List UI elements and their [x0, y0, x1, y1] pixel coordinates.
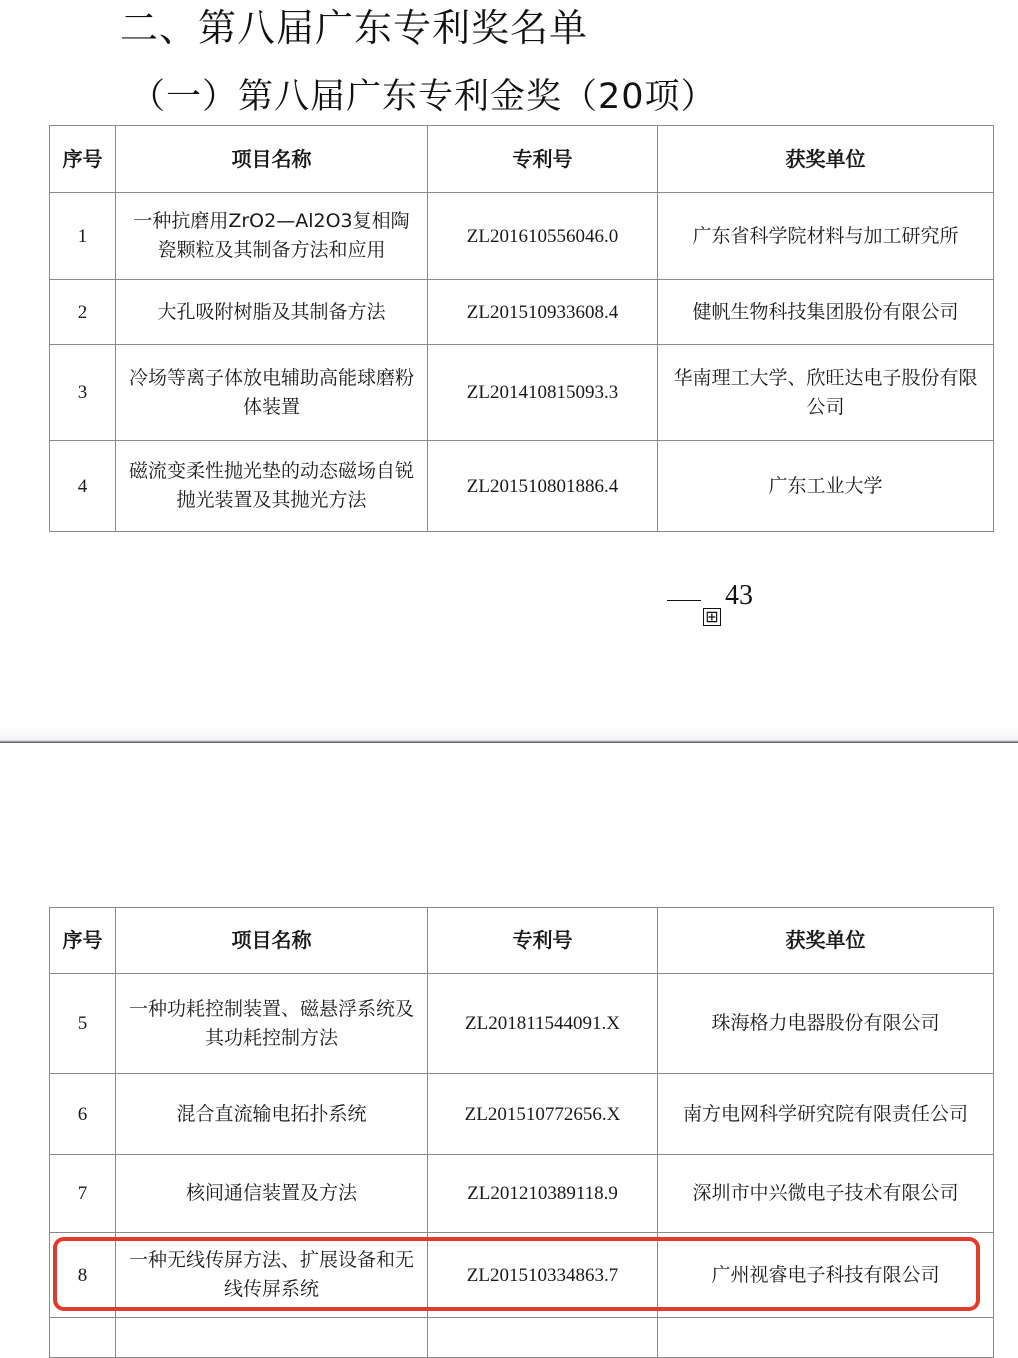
row-patent-no	[428, 1318, 658, 1358]
row-project-name: 冷场等离子体放电辅助高能球磨粉体装置	[116, 345, 428, 441]
page-number: 43	[725, 580, 753, 611]
header-index: 序号	[50, 908, 116, 974]
header-patent-no: 专利号	[428, 126, 658, 193]
table-row	[50, 441, 994, 532]
row-patent-no: ZL201811544091.X	[428, 974, 658, 1074]
header-awardee: 获奖单位	[658, 126, 994, 193]
table-row-partial	[50, 1318, 994, 1358]
row-patent-no: ZL201410815093.3	[428, 345, 658, 441]
table-header-row	[50, 126, 994, 193]
page-break-divider	[0, 740, 1018, 743]
table-row	[50, 345, 994, 441]
header-project-name: 项目名称	[116, 126, 428, 193]
row-awardee: 珠海格力电器股份有限公司	[658, 974, 994, 1074]
row-index: 6	[50, 1074, 116, 1155]
table-row	[50, 280, 994, 345]
row-index: 3	[50, 345, 116, 441]
table-row-highlighted	[50, 1233, 994, 1318]
row-project-name: 一种无线传屏方法、扩展设备和无线传屏系统	[116, 1233, 428, 1318]
row-index: 4	[50, 441, 116, 532]
table-header-row	[50, 908, 994, 974]
row-project-name: 一种抗磨用ZrO2—Al2O3复相陶瓷颗粒及其制备方法和应用	[116, 193, 428, 280]
page-footer	[667, 580, 753, 626]
row-awardee: 深圳市中兴微电子技术有限公司	[658, 1155, 994, 1233]
table-row	[50, 1155, 994, 1233]
row-project-name: 混合直流输电拓扑系统	[116, 1074, 428, 1155]
header-patent-no: 专利号	[428, 908, 658, 974]
row-index: 2	[50, 280, 116, 345]
subsection-title: （一）第八届广东专利金奖（20项）	[130, 77, 717, 117]
row-patent-no: ZL201610556046.0	[428, 193, 658, 280]
row-awardee: 健帆生物科技集团股份有限公司	[658, 280, 994, 345]
row-patent-no: ZL201510772656.X	[428, 1074, 658, 1155]
plus-box-icon: ⊞	[703, 608, 721, 626]
row-awardee: 广东工业大学	[658, 441, 994, 532]
awards-table-page-1	[49, 125, 994, 532]
row-awardee	[658, 1318, 994, 1358]
row-patent-no: ZL201510801886.4	[428, 441, 658, 532]
header-awardee: 获奖单位	[658, 908, 994, 974]
row-patent-no: ZL201510933608.4	[428, 280, 658, 345]
row-index: 5	[50, 974, 116, 1074]
row-index: 7	[50, 1155, 116, 1233]
page-gap	[0, 725, 1018, 740]
table-row	[50, 193, 994, 280]
section-title: 二、第八届广东专利奖名单	[120, 6, 589, 50]
row-patent-no: ZL201210389118.9	[428, 1155, 658, 1233]
row-awardee: 广州视睿电子科技有限公司	[658, 1233, 994, 1318]
row-project-name	[116, 1318, 428, 1358]
row-patent-no: ZL201510334863.7	[428, 1233, 658, 1318]
row-index: 8	[50, 1233, 116, 1318]
header-project-name: 项目名称	[116, 908, 428, 974]
row-project-name: 核间通信装置及方法	[116, 1155, 428, 1233]
row-project-name: 磁流变柔性抛光垫的动态磁场自锐抛光装置及其抛光方法	[116, 441, 428, 532]
row-index: 1	[50, 193, 116, 280]
awards-table-page-2	[49, 907, 994, 1358]
header-index: 序号	[50, 126, 116, 193]
table-row	[50, 1074, 994, 1155]
row-awardee: 南方电网科学研究院有限责任公司	[658, 1074, 994, 1155]
row-awardee: 广东省科学院材料与加工研究所	[658, 193, 994, 280]
row-project-name: 大孔吸附树脂及其制备方法	[116, 280, 428, 345]
footer-dash	[667, 600, 701, 602]
row-index	[50, 1318, 116, 1358]
row-awardee: 华南理工大学、欣旺达电子股份有限公司	[658, 345, 994, 441]
table-row	[50, 974, 994, 1074]
row-project-name: 一种功耗控制装置、磁悬浮系统及其功耗控制方法	[116, 974, 428, 1074]
